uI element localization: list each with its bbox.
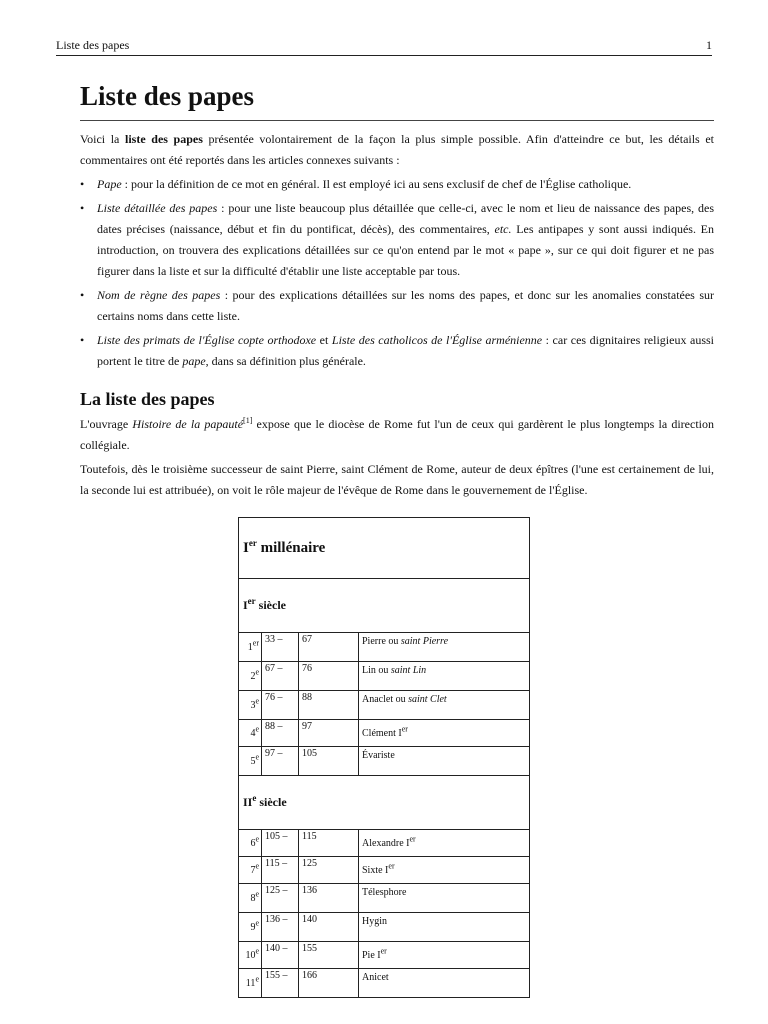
article-content xyxy=(80,78,714,501)
century-row xyxy=(239,776,530,830)
popes-table xyxy=(238,517,530,998)
pontificate-end: 140 xyxy=(299,913,359,942)
century-heading xyxy=(239,579,530,633)
pontificate-start: 67 – xyxy=(262,662,299,691)
pope-name xyxy=(359,830,530,857)
pope-number-suffix: e xyxy=(255,696,259,706)
reference-link[interactable]: [1] xyxy=(243,416,253,425)
list-item-text: : pour des explications détaillées sur les noms des papes, et donc sur les anomalies constatées sur certains noms dans cette liste. xyxy=(97,288,714,323)
pontificate-end: 115 xyxy=(299,830,359,857)
intro-paragraph xyxy=(80,129,714,171)
pope-number xyxy=(239,720,262,747)
century-roman: II xyxy=(243,795,253,809)
pope-number xyxy=(239,691,262,720)
pope-name-text[interactable]: Anaclet ou xyxy=(362,694,409,705)
header-title: Liste des papes xyxy=(56,38,130,52)
pope-alt-name[interactable]: saint Pierre xyxy=(400,636,449,647)
table-row xyxy=(239,913,530,942)
page-title: Liste des papes xyxy=(80,78,714,121)
pontificate-end: 76 xyxy=(299,662,359,691)
pope-number xyxy=(239,969,262,998)
pontificate-start: 76 – xyxy=(262,691,299,720)
list-item xyxy=(97,198,714,282)
pope-alt-name[interactable]: saint Clet xyxy=(408,694,447,705)
pope-name-suffix: er xyxy=(380,946,387,956)
century-roman: I xyxy=(243,598,248,612)
article-link[interactable]: Nom de règne des papes xyxy=(97,288,221,302)
pope-number-suffix: e xyxy=(255,889,259,899)
pope-number xyxy=(239,830,262,857)
pontificate-end: 155 xyxy=(299,942,359,969)
article-link[interactable]: Liste détaillée des papes xyxy=(97,201,218,215)
pope-number-value: 4 xyxy=(250,727,256,739)
pontificate-end: 105 xyxy=(299,747,359,776)
pope-name xyxy=(359,662,530,691)
pope-name xyxy=(359,913,530,942)
intro-text-1: Voici la xyxy=(80,132,125,146)
pontificate-start: 155 – xyxy=(262,969,299,998)
section-title: La liste des papes xyxy=(80,389,215,409)
pontificate-start: 97 – xyxy=(262,747,299,776)
pope-number-value: 2 xyxy=(250,670,256,682)
pope-name-text[interactable]: Clément I xyxy=(362,727,402,739)
pope-name xyxy=(359,691,530,720)
century-heading xyxy=(239,776,530,830)
pope-alt-name[interactable]: saint Lin xyxy=(390,665,427,676)
pontificate-start: 140 – xyxy=(262,942,299,969)
table-row xyxy=(239,633,530,662)
list-item-text: : pour une liste beaucoup plus détaillée que celle-ci, avec le nom et lieu de naissance des papes, des dates précises (naissance, début et fin du pontificat, décès), des commentaires, xyxy=(97,201,714,236)
pope-name-text[interactable]: Pierre ou xyxy=(362,636,401,647)
pope-number xyxy=(239,942,262,969)
century-row xyxy=(239,579,530,633)
pope-name-suffix: er xyxy=(388,861,395,871)
list-item-text: , dans sa définition plus générale. xyxy=(205,354,366,368)
section-paragraph-2: Toutefois, dès le troisième successeur de saint Pierre, saint Clément de Rome, auteur de deux épîtres (l'une est certainement de lui, la seconde lui est attribuée), on voit le rôle majeur de l'évêque de Rome dans le gouvernement de l'Église. xyxy=(80,462,714,497)
section-paragraph-1 xyxy=(80,414,714,456)
list-item xyxy=(97,285,714,327)
pope-number-value: 1 xyxy=(247,641,253,653)
pontificate-end: 97 xyxy=(299,720,359,747)
intro-text-2: présentée volontairement de la façon la plus simple possible. Afin d'atteindre ce but, les détails et commentaires ont été reportés dans les articles connexes suivants : xyxy=(80,132,714,167)
pope-number-value: 5 xyxy=(250,755,256,767)
century-label: siècle xyxy=(255,598,286,612)
century-sup: e xyxy=(252,793,257,803)
pontificate-end: 166 xyxy=(299,969,359,998)
pope-number-suffix: e xyxy=(255,752,259,762)
pope-number-suffix: er xyxy=(252,638,259,648)
pope-number-suffix: e xyxy=(255,724,259,734)
table-row xyxy=(239,942,530,969)
pope-number xyxy=(239,913,262,942)
pope-name-text[interactable]: Pie I xyxy=(362,949,381,961)
pope-name-suffix: er xyxy=(401,724,408,734)
pontificate-start: 105 – xyxy=(262,830,299,857)
pope-number-value: 8 xyxy=(250,892,256,904)
list-item-text: Les antipapes y sont aussi indiqués. En introduction, on trouvera des explications détaillées sur ce qu'on entend par le mot « pape », sur ce qui doit figurer et ne pas figurer dans la liste et sur la difficulté d'établir une liste acceptable par tous. xyxy=(97,222,714,278)
table-row xyxy=(239,857,530,884)
pope-name-text[interactable]: Alexandre I xyxy=(362,837,410,849)
pope-number-value: 7 xyxy=(250,864,256,876)
century-sup: er xyxy=(247,596,256,606)
pope-name xyxy=(359,747,530,776)
millennium-heading xyxy=(239,518,530,579)
article-link[interactable]: Liste des catholicos de l'Église arménienne xyxy=(331,333,543,347)
pontificate-start: 33 – xyxy=(262,633,299,662)
pope-number-suffix: e xyxy=(255,918,259,928)
pope-name-suffix: er xyxy=(409,834,416,844)
article-link[interactable]: Pape xyxy=(97,177,122,191)
pope-number-value: 9 xyxy=(250,921,256,933)
pope-number-suffix: e xyxy=(255,667,259,677)
pope-name xyxy=(359,942,530,969)
pope-number-suffix: e xyxy=(255,946,259,956)
list-item-text: : car ces dignitaires religieux aussi portent le titre de xyxy=(97,333,715,368)
pope-name xyxy=(359,857,530,884)
pontificate-start: 88 – xyxy=(262,720,299,747)
running-header xyxy=(56,38,712,56)
century-label: siècle xyxy=(256,795,287,809)
pope-number-suffix: e xyxy=(255,974,259,984)
pontificate-start: 136 – xyxy=(262,913,299,942)
list-item-text: et xyxy=(316,333,332,347)
pope-number-value: 3 xyxy=(250,699,256,711)
millennium-row xyxy=(239,518,530,579)
pope-number-value: 10 xyxy=(245,949,256,961)
paragraph-text: expose que le diocèse de Rome fut l'un de ceux qui gardèrent le plus longtemps la direction collégiale. xyxy=(80,417,714,452)
table-row xyxy=(239,969,530,998)
pope-number-suffix: e xyxy=(255,834,259,844)
page-number: 1 xyxy=(706,38,712,52)
table-row xyxy=(239,747,530,776)
table-row xyxy=(239,720,530,747)
table-row xyxy=(239,691,530,720)
list-item-emphasis: etc. xyxy=(494,222,512,236)
pope-name-text[interactable]: Anicet xyxy=(362,972,389,983)
pope-name-text[interactable]: Hygin xyxy=(362,916,387,927)
pope-number xyxy=(239,857,262,884)
pope-number xyxy=(239,662,262,691)
pontificate-end: 88 xyxy=(299,691,359,720)
article-link[interactable]: Liste des primats de l'Église copte orthodoxe xyxy=(97,333,317,347)
millennium-roman: I xyxy=(243,539,249,556)
pontificate-end: 125 xyxy=(299,857,359,884)
pope-number-value: 11 xyxy=(245,977,256,989)
millennium-label: millénaire xyxy=(256,539,326,556)
list-item-text: : pour la définition de ce mot en général. Il est employé ici au sens exclusif de chef de l'Église catholique. xyxy=(121,177,632,191)
pope-number xyxy=(239,884,262,913)
pope-name xyxy=(359,720,530,747)
related-articles-list xyxy=(80,174,714,372)
pope-name xyxy=(359,884,530,913)
millennium-sup: er xyxy=(248,537,257,548)
pope-name-text[interactable]: Évariste xyxy=(362,750,395,761)
pope-name xyxy=(359,633,530,662)
pontificate-start: 115 – xyxy=(262,857,299,884)
pontificate-end: 67 xyxy=(299,633,359,662)
table-row xyxy=(239,830,530,857)
pope-name-text[interactable]: Lin ou xyxy=(362,665,391,676)
list-item-emphasis: pape xyxy=(182,354,206,368)
pope-number xyxy=(239,633,262,662)
pope-number-suffix: e xyxy=(255,861,259,871)
pope-name-text[interactable]: Sixte I xyxy=(362,864,389,876)
table-row xyxy=(239,662,530,691)
book-title: Histoire de la papauté xyxy=(132,417,244,431)
pope-number-value: 6 xyxy=(250,837,256,849)
pope-name xyxy=(359,969,530,998)
pontificate-end: 136 xyxy=(299,884,359,913)
intro-bold-link[interactable]: liste des papes xyxy=(125,132,203,146)
pope-number xyxy=(239,747,262,776)
list-item xyxy=(97,174,714,195)
pontificate-start: 125 – xyxy=(262,884,299,913)
list-item xyxy=(97,330,714,372)
paragraph-text: L'ouvrage xyxy=(80,417,133,431)
table-row xyxy=(239,884,530,913)
pope-name-text[interactable]: Télesphore xyxy=(362,887,407,898)
